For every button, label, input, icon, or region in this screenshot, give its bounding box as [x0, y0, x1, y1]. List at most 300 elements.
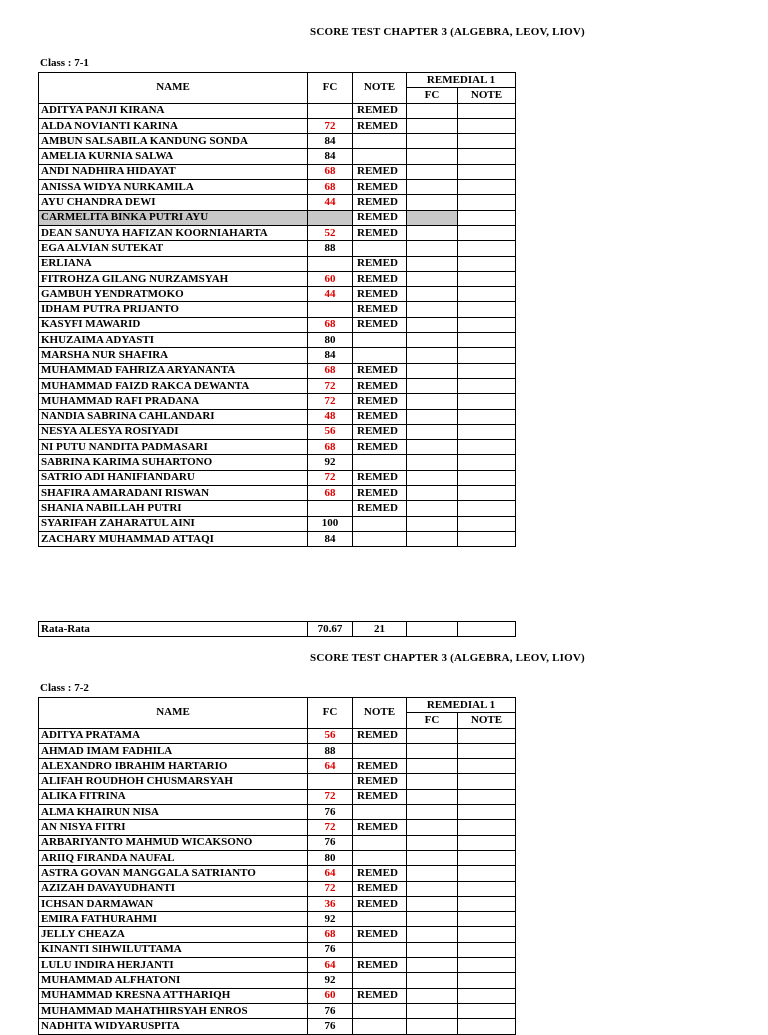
fc-score: 72	[308, 820, 353, 835]
table-row	[39, 881, 516, 896]
student-name: DEAN SANUYA HAFIZAN KOORNIAHARTA	[39, 225, 308, 240]
remedial-fc	[407, 973, 458, 988]
header-remedial-fc: FC	[407, 88, 458, 103]
table-row	[39, 149, 516, 164]
student-name: IDHAM PUTRA PRIJANTO	[39, 302, 308, 317]
table-row	[39, 103, 516, 118]
average-summary-table	[38, 621, 516, 637]
table-row	[39, 195, 516, 210]
table-row	[39, 378, 516, 393]
note-value: REMED	[353, 424, 407, 439]
note-value: REMED	[353, 789, 407, 804]
score-table-7-2	[38, 697, 516, 1035]
note-value: REMED	[353, 302, 407, 317]
table-row	[39, 470, 516, 485]
header-remedial: REMEDIAL 1	[407, 698, 516, 713]
table-row	[39, 927, 516, 942]
note-value: REMED	[353, 881, 407, 896]
student-name: FITROHZA GILANG NURZAMSYAH	[39, 271, 308, 286]
table-row	[39, 501, 516, 516]
student-name: MUHAMMAD MAHATHIRSYAH ENROS	[39, 1003, 308, 1018]
remedial-fc	[407, 486, 458, 501]
header-fc: FC	[308, 698, 353, 729]
fc-score: 92	[308, 912, 353, 927]
remedial-note	[458, 333, 516, 348]
note-value: REMED	[353, 988, 407, 1003]
student-name: CARMELITA BINKA PUTRI AYU	[39, 210, 308, 225]
student-name: MARSHA NUR SHAFIRA	[39, 348, 308, 363]
student-name: NI PUTU NANDITA PADMASARI	[39, 440, 308, 455]
student-name: AMELIA KURNIA SALWA	[39, 149, 308, 164]
fc-score: 72	[308, 470, 353, 485]
fc-score: 64	[308, 866, 353, 881]
fc-score: 92	[308, 455, 353, 470]
remedial-note	[458, 516, 516, 531]
remedial-fc	[407, 225, 458, 240]
student-name: SABRINA KARIMA SUHARTONO	[39, 455, 308, 470]
fc-score: 60	[308, 271, 353, 286]
remedial-note	[458, 241, 516, 256]
remedial-note	[458, 149, 516, 164]
fc-score	[308, 103, 353, 118]
student-name: ALIKA FITRINA	[39, 789, 308, 804]
remedial-fc	[407, 1019, 458, 1034]
remedial-note	[458, 164, 516, 179]
student-name: AMBUN SALSABILA KANDUNG SONDA	[39, 134, 308, 149]
remedial-note	[458, 1003, 516, 1018]
fc-score: 76	[308, 1003, 353, 1018]
fc-score	[308, 501, 353, 516]
fc-score: 64	[308, 958, 353, 973]
note-value	[353, 743, 407, 758]
table-row	[39, 850, 516, 865]
remedial-fc	[407, 149, 458, 164]
fc-score: 84	[308, 348, 353, 363]
student-name: ANISSA WIDYA NURKAMILA	[39, 180, 308, 195]
table-row	[39, 118, 516, 133]
remedial-fc	[407, 195, 458, 210]
fc-score: 80	[308, 333, 353, 348]
table-row	[39, 134, 516, 149]
note-value: REMED	[353, 440, 407, 455]
student-name: MUHAMMAD KRESNA ATTHARIQH	[39, 988, 308, 1003]
remedial-note	[458, 271, 516, 286]
fc-score	[308, 302, 353, 317]
student-name: AZIZAH DAVAYUDHANTI	[39, 881, 308, 896]
remedial-fc	[407, 912, 458, 927]
note-value	[353, 134, 407, 149]
student-name: AHMAD IMAM FADHILA	[39, 743, 308, 758]
score-table-7-1	[38, 72, 516, 547]
section2-class-label: Class : 7-2	[40, 682, 89, 694]
note-value: REMED	[353, 317, 407, 332]
fc-score: 72	[308, 118, 353, 133]
header-note: NOTE	[353, 698, 407, 729]
remedial-fc	[407, 958, 458, 973]
fc-score	[308, 774, 353, 789]
remedial-fc	[407, 988, 458, 1003]
student-name: EGA ALVIAN SUTEKAT	[39, 241, 308, 256]
table-row	[39, 256, 516, 271]
remedial-note	[458, 743, 516, 758]
fc-score: 76	[308, 1019, 353, 1034]
student-name: ALIFAH ROUDHOH CHUSMARSYAH	[39, 774, 308, 789]
note-value: REMED	[353, 728, 407, 743]
note-value: REMED	[353, 774, 407, 789]
student-name: SATRIO ADI HANIFIANDARU	[39, 470, 308, 485]
remedial-note	[458, 363, 516, 378]
remedial-note	[458, 180, 516, 195]
remedial-fc	[407, 424, 458, 439]
remedial-note	[458, 789, 516, 804]
remedial-note	[458, 118, 516, 133]
student-name: ALMA KHAIRUN NISA	[39, 805, 308, 820]
note-value: REMED	[353, 866, 407, 881]
student-name: MUHAMMAD RAFI PRADANA	[39, 394, 308, 409]
student-name: JELLY CHEAZA	[39, 927, 308, 942]
note-value: REMED	[353, 210, 407, 225]
fc-score: 48	[308, 409, 353, 424]
remedial-fc	[407, 256, 458, 271]
note-value: REMED	[353, 958, 407, 973]
remedial-fc	[407, 317, 458, 332]
fc-score: 100	[308, 516, 353, 531]
fc-score: 44	[308, 287, 353, 302]
fc-score: 36	[308, 896, 353, 911]
note-value: REMED	[353, 409, 407, 424]
student-name: KASYFI MAWARID	[39, 317, 308, 332]
remedial-fc	[407, 164, 458, 179]
remedial-note	[458, 302, 516, 317]
remedial-note	[458, 866, 516, 881]
remedial-note	[458, 958, 516, 973]
remedial-fc	[407, 241, 458, 256]
note-value: REMED	[353, 118, 407, 133]
table-row	[39, 363, 516, 378]
student-name: ARBARIYANTO MAHMUD WICAKSONO	[39, 835, 308, 850]
remedial-fc	[407, 287, 458, 302]
remedial-note	[458, 134, 516, 149]
note-value: REMED	[353, 896, 407, 911]
note-value	[353, 149, 407, 164]
note-value	[353, 942, 407, 957]
remedial-fc	[407, 440, 458, 455]
table-row	[39, 789, 516, 804]
student-name: NESYA ALESYA ROSIYADI	[39, 424, 308, 439]
table-row	[39, 973, 516, 988]
note-value: REMED	[353, 486, 407, 501]
remedial-note	[458, 1019, 516, 1034]
remedial-fc	[407, 881, 458, 896]
fc-score: 68	[308, 317, 353, 332]
student-name: AN NISYA FITRI	[39, 820, 308, 835]
table-row	[39, 820, 516, 835]
note-value: REMED	[353, 363, 407, 378]
remedial-note	[458, 424, 516, 439]
remedial-note	[458, 210, 516, 225]
student-name: GAMBUH YENDRATMOKO	[39, 287, 308, 302]
remedial-fc	[407, 774, 458, 789]
remedial-note	[458, 850, 516, 865]
fc-score: 68	[308, 164, 353, 179]
fc-score: 68	[308, 486, 353, 501]
student-name: ASTRA GOVAN MANGGALA SATRIANTO	[39, 866, 308, 881]
student-name: ADITYA PANJI KIRANA	[39, 103, 308, 118]
table-row	[39, 225, 516, 240]
remedial-fc	[407, 516, 458, 531]
remedial-fc	[407, 927, 458, 942]
fc-score: 44	[308, 195, 353, 210]
table-row	[39, 531, 516, 546]
average-value: 70.67	[308, 622, 353, 637]
remedial-count: 21	[353, 622, 407, 637]
fc-score: 72	[308, 789, 353, 804]
note-value: REMED	[353, 470, 407, 485]
remedial-fc	[407, 1003, 458, 1018]
note-value	[353, 1019, 407, 1034]
remedial-fc	[407, 455, 458, 470]
remedial-fc	[407, 271, 458, 286]
note-value: REMED	[353, 287, 407, 302]
fc-score: 68	[308, 180, 353, 195]
note-value: REMED	[353, 378, 407, 393]
remedial-note	[458, 820, 516, 835]
fc-score: 60	[308, 988, 353, 1003]
fc-score: 88	[308, 743, 353, 758]
table-row	[39, 210, 516, 225]
note-value	[353, 241, 407, 256]
table-row	[39, 942, 516, 957]
remedial-note	[458, 774, 516, 789]
table-row	[39, 759, 516, 774]
remedial-note	[458, 912, 516, 927]
note-value: REMED	[353, 195, 407, 210]
note-value: REMED	[353, 394, 407, 409]
header-name: NAME	[39, 698, 308, 729]
student-name: KINANTI SIHWILUTTAMA	[39, 942, 308, 957]
header-name: NAME	[39, 73, 308, 104]
section1-title: SCORE TEST CHAPTER 3 (ALGEBRA, LEOV, LIOV)	[310, 26, 585, 38]
remedial-fc	[407, 302, 458, 317]
remedial-note	[458, 287, 516, 302]
note-value	[353, 455, 407, 470]
table-row	[39, 409, 516, 424]
summary-empty-cell	[407, 622, 458, 637]
table-row	[39, 394, 516, 409]
remedial-note	[458, 942, 516, 957]
student-name: EMIRA FATHURAHMI	[39, 912, 308, 927]
fc-score: 84	[308, 149, 353, 164]
remedial-fc	[407, 820, 458, 835]
note-value: REMED	[353, 927, 407, 942]
remedial-fc	[407, 394, 458, 409]
remedial-fc	[407, 378, 458, 393]
remedial-fc	[407, 470, 458, 485]
note-value: REMED	[353, 256, 407, 271]
note-value	[353, 516, 407, 531]
table-row	[39, 164, 516, 179]
remedial-note	[458, 225, 516, 240]
fc-score: 52	[308, 225, 353, 240]
remedial-note	[458, 896, 516, 911]
remedial-note	[458, 835, 516, 850]
note-value: REMED	[353, 180, 407, 195]
remedial-fc	[407, 531, 458, 546]
remedial-note	[458, 195, 516, 210]
summary-empty-cell	[458, 622, 516, 637]
note-value	[353, 531, 407, 546]
note-value	[353, 348, 407, 363]
fc-score: 76	[308, 805, 353, 820]
table-row	[39, 180, 516, 195]
remedial-fc	[407, 759, 458, 774]
table-row	[39, 988, 516, 1003]
table-row	[39, 896, 516, 911]
remedial-note	[458, 988, 516, 1003]
remedial-note	[458, 501, 516, 516]
fc-score: 72	[308, 394, 353, 409]
note-value	[353, 805, 407, 820]
average-label: Rata-Rata	[39, 622, 308, 637]
note-value	[353, 973, 407, 988]
header-remedial: REMEDIAL 1	[407, 73, 516, 88]
table-row	[39, 912, 516, 927]
score-table-body	[39, 728, 516, 1034]
table-row	[39, 774, 516, 789]
table-row	[39, 333, 516, 348]
remedial-fc	[407, 180, 458, 195]
remedial-note	[458, 378, 516, 393]
table-row	[39, 241, 516, 256]
table-row	[39, 958, 516, 973]
remedial-note	[458, 881, 516, 896]
note-value: REMED	[353, 164, 407, 179]
remedial-fc	[407, 363, 458, 378]
fc-score: 72	[308, 378, 353, 393]
remedial-fc	[407, 501, 458, 516]
remedial-note	[458, 927, 516, 942]
remedial-fc	[407, 134, 458, 149]
remedial-fc	[407, 743, 458, 758]
student-name: SHANIA NABILLAH PUTRI	[39, 501, 308, 516]
section2-title: SCORE TEST CHAPTER 3 (ALGEBRA, LEOV, LIOV)	[310, 652, 585, 664]
fc-score: 92	[308, 973, 353, 988]
student-name: ALDA NOVIANTI KARINA	[39, 118, 308, 133]
table-row	[39, 516, 516, 531]
header-fc: FC	[308, 73, 353, 104]
header-remedial-note: NOTE	[458, 88, 516, 103]
student-name: MUHAMMAD FAHRIZA ARYANANTA	[39, 363, 308, 378]
table-row	[39, 835, 516, 850]
fc-score: 84	[308, 531, 353, 546]
remedial-fc	[407, 118, 458, 133]
table-row	[39, 486, 516, 501]
fc-score: 64	[308, 759, 353, 774]
fc-score: 56	[308, 424, 353, 439]
table-row	[39, 440, 516, 455]
table-row	[39, 271, 516, 286]
note-value	[353, 850, 407, 865]
remedial-fc	[407, 835, 458, 850]
student-name: ADITYA PRATAMA	[39, 728, 308, 743]
table-row	[39, 866, 516, 881]
score-table-body	[39, 103, 516, 547]
student-name: ALEXANDRO IBRAHIM HARTARIO	[39, 759, 308, 774]
remedial-fc	[407, 348, 458, 363]
note-value: REMED	[353, 103, 407, 118]
note-value	[353, 912, 407, 927]
note-value	[353, 835, 407, 850]
fc-score	[308, 256, 353, 271]
fc-score: 72	[308, 881, 353, 896]
student-name: AYU CHANDRA DEWI	[39, 195, 308, 210]
remedial-note	[458, 531, 516, 546]
remedial-note	[458, 805, 516, 820]
note-value: REMED	[353, 820, 407, 835]
remedial-note	[458, 759, 516, 774]
table-row	[39, 348, 516, 363]
table-row	[39, 805, 516, 820]
remedial-fc	[407, 728, 458, 743]
remedial-note	[458, 394, 516, 409]
table-row	[39, 743, 516, 758]
remedial-note	[458, 486, 516, 501]
student-name: KHUZAIMA ADYASTI	[39, 333, 308, 348]
table-row	[39, 317, 516, 332]
student-name: NADHITA WIDYARUSPITA	[39, 1019, 308, 1034]
fc-score: 80	[308, 850, 353, 865]
remedial-fc	[407, 409, 458, 424]
remedial-fc	[407, 942, 458, 957]
note-value	[353, 1003, 407, 1018]
remedial-note	[458, 348, 516, 363]
student-name: NANDIA SABRINA CAHLANDARI	[39, 409, 308, 424]
section1-class-label: Class : 7-1	[40, 57, 89, 69]
student-name: SYARIFAH ZAHARATUL AINI	[39, 516, 308, 531]
remedial-note	[458, 440, 516, 455]
remedial-fc	[407, 333, 458, 348]
student-name: SHAFIRA AMARADANI RISWAN	[39, 486, 308, 501]
remedial-fc	[407, 789, 458, 804]
fc-score: 68	[308, 927, 353, 942]
header-remedial-note: NOTE	[458, 713, 516, 728]
note-value: REMED	[353, 225, 407, 240]
note-value: REMED	[353, 501, 407, 516]
student-name: ANDI NADHIRA HIDAYAT	[39, 164, 308, 179]
remedial-fc	[407, 210, 458, 225]
table-row	[39, 302, 516, 317]
remedial-note	[458, 103, 516, 118]
fc-score: 88	[308, 241, 353, 256]
note-value: REMED	[353, 271, 407, 286]
student-name: ARIIQ FIRANDA NAUFAL	[39, 850, 308, 865]
note-value	[353, 333, 407, 348]
table-row	[39, 1003, 516, 1018]
table-row	[39, 728, 516, 743]
fc-score: 68	[308, 440, 353, 455]
student-name: ZACHARY MUHAMMAD ATTAQI	[39, 531, 308, 546]
remedial-note	[458, 973, 516, 988]
table-row	[39, 287, 516, 302]
remedial-fc	[407, 103, 458, 118]
remedial-fc	[407, 850, 458, 865]
fc-score	[308, 210, 353, 225]
remedial-fc	[407, 896, 458, 911]
student-name: MUHAMMAD ALFHATONI	[39, 973, 308, 988]
remedial-note	[458, 317, 516, 332]
table-row	[39, 455, 516, 470]
fc-score: 56	[308, 728, 353, 743]
